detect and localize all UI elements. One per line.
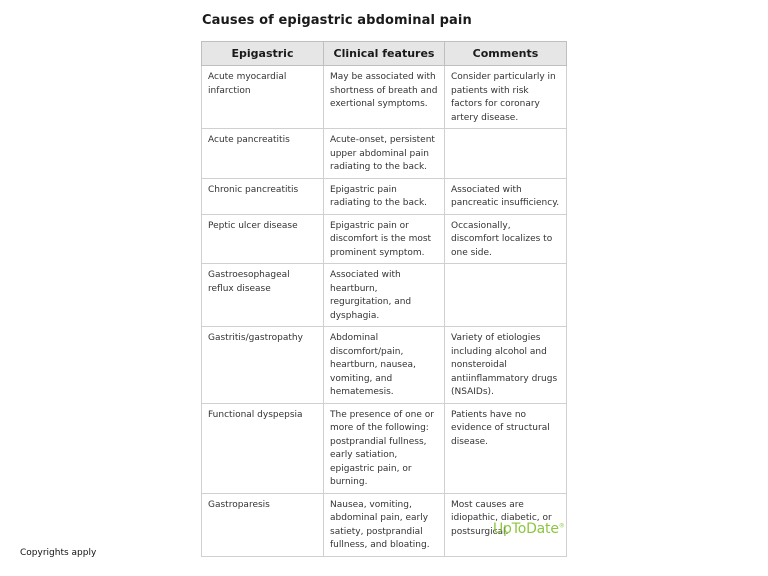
cell-clinical-features: May be associated with shortness of breath and exertional symptoms. — [324, 66, 445, 129]
table-row — [202, 129, 567, 179]
table-row — [202, 178, 567, 214]
table-row — [202, 66, 567, 129]
cell-clinical-features: Epigastric pain or discomfort is the most prominent symptom. — [324, 214, 445, 264]
cell-clinical-features: Associated with heartburn, regurgitation, and dysphagia. — [324, 264, 445, 327]
cell-clinical-features: The presence of one or more of the following: postprandial fullness, early satiation, epigastric pain, or burning. — [324, 403, 445, 493]
table-row — [202, 264, 567, 327]
cell-comments — [445, 129, 567, 179]
cell-clinical-features: Acute-onset, persistent upper abdominal pain radiating to the back. — [324, 129, 445, 179]
cell-clinical-features: Epigastric pain radiating to the back. — [324, 178, 445, 214]
cell-cause: Peptic ulcer disease — [202, 214, 324, 264]
header-epigastric: Epigastric — [202, 42, 324, 66]
registered-mark: ® — [558, 522, 565, 530]
cell-cause: Gastritis/gastropathy — [202, 327, 324, 404]
cell-comments: Patients have no evidence of structural disease. — [445, 403, 567, 493]
cell-cause: Gastroparesis — [202, 493, 324, 556]
cell-cause: Acute pancreatitis — [202, 129, 324, 179]
causes-table — [201, 41, 567, 557]
cell-comments: Consider particularly in patients with risk factors for coronary artery disease. — [445, 66, 567, 129]
logo-text: UpToDate — [493, 521, 559, 537]
cell-cause: Functional dyspepsia — [202, 403, 324, 493]
cell-cause: Gastroesophageal reflux disease — [202, 264, 324, 327]
cell-comments — [445, 264, 567, 327]
table-row — [202, 403, 567, 493]
cell-cause: Acute myocardial infarction — [202, 66, 324, 129]
uptodate-logo — [493, 521, 565, 537]
table-row — [202, 327, 567, 404]
table-header-row — [202, 42, 567, 66]
cell-clinical-features: Abdominal discomfort/pain, heartburn, nausea, vomiting, and hematemesis. — [324, 327, 445, 404]
page-title: Causes of epigastric abdominal pain — [202, 13, 472, 28]
cell-comments: Occasionally, discomfort localizes to one side. — [445, 214, 567, 264]
cell-comments: Associated with pancreatic insufficiency. — [445, 178, 567, 214]
cell-comments: Most causes are idiopathic, diabetic, or postsurgical. — [445, 493, 567, 556]
table-row — [202, 214, 567, 264]
header-comments: Comments — [445, 42, 567, 66]
cell-comments: Variety of etiologies including alcohol and nonsteroidal antiinflammatory drugs (NSAIDs). — [445, 327, 567, 404]
cell-cause: Chronic pancreatitis — [202, 178, 324, 214]
cell-clinical-features: Nausea, vomiting, abdominal pain, early satiety, postprandial fullness, and bloating. — [324, 493, 445, 556]
header-clinical-features: Clinical features — [324, 42, 445, 66]
copyright-notice: Copyrights apply — [20, 548, 97, 558]
